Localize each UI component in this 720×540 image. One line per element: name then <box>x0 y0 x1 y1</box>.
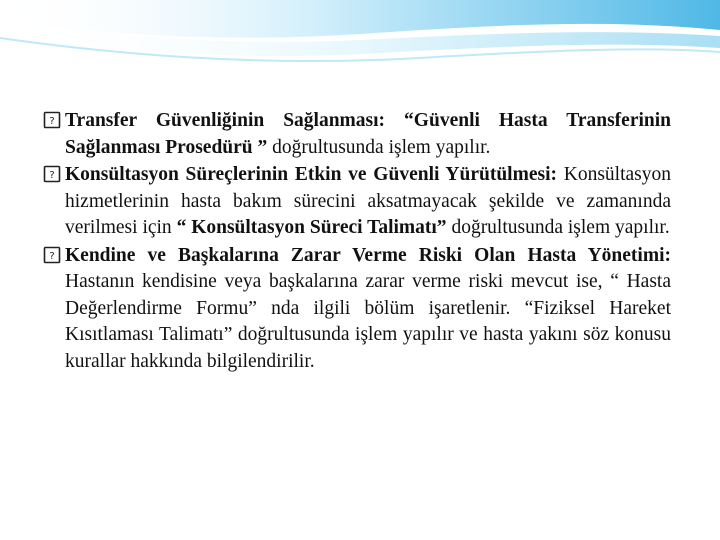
paragraph-heading: Transfer Güvenliğinin Sağlanması: <box>65 110 386 131</box>
paragraph-heading: Kendine ve Başkalarına Zarar Verme Riski Olan Hasta Yönetimi: <box>65 244 671 266</box>
missing-glyph-box-icon <box>43 165 63 183</box>
paragraph-heading: Konsültasyon Süreçlerinin Etkin ve Güvenli Yürütülmesi: <box>65 164 558 185</box>
paragraph-text: Konsültasyon hizmetlerinin hasta bakım sürecini aksatmayacak şekilde ve zamanında verilmesi için <box>65 164 672 238</box>
paragraph-transfer <box>43 108 671 161</box>
paragraph-text: doğrultusunda işlem yapılır. <box>446 217 670 238</box>
paragraph-konsultasyon <box>43 162 671 242</box>
svg-text:?: ? <box>49 250 55 262</box>
content-area <box>43 108 671 376</box>
paragraph-text: Hastanın kendisine veya başkalarına zarar verme riski mevcut ise, “ Hasta Değerlendirme Formu” nda ilgili bölüm işaretlenir. “Fiziksel Hareket Kısıtlaması Talimatı” doğrultusunda işlem yapılır ve hasta yakını söz konusu kurallar hakkında bilgilendirilir. <box>65 271 671 372</box>
paragraph-text: doğrultusunda işlem yapılır. <box>267 136 491 158</box>
header-wave-decoration <box>0 0 720 90</box>
paragraph-text-bold: “Güvenli Hasta Transferinin Sağlanması Prosedürü ” <box>65 110 671 158</box>
missing-glyph-box-icon <box>43 111 63 129</box>
svg-text:?: ? <box>49 116 55 127</box>
paragraph-zarar-riski <box>43 243 671 376</box>
svg-text:?: ? <box>49 170 55 181</box>
missing-glyph-box-icon <box>43 246 63 264</box>
paragraph-text-bold: “ Konsültasyon Süreci Talimatı” <box>176 217 447 238</box>
